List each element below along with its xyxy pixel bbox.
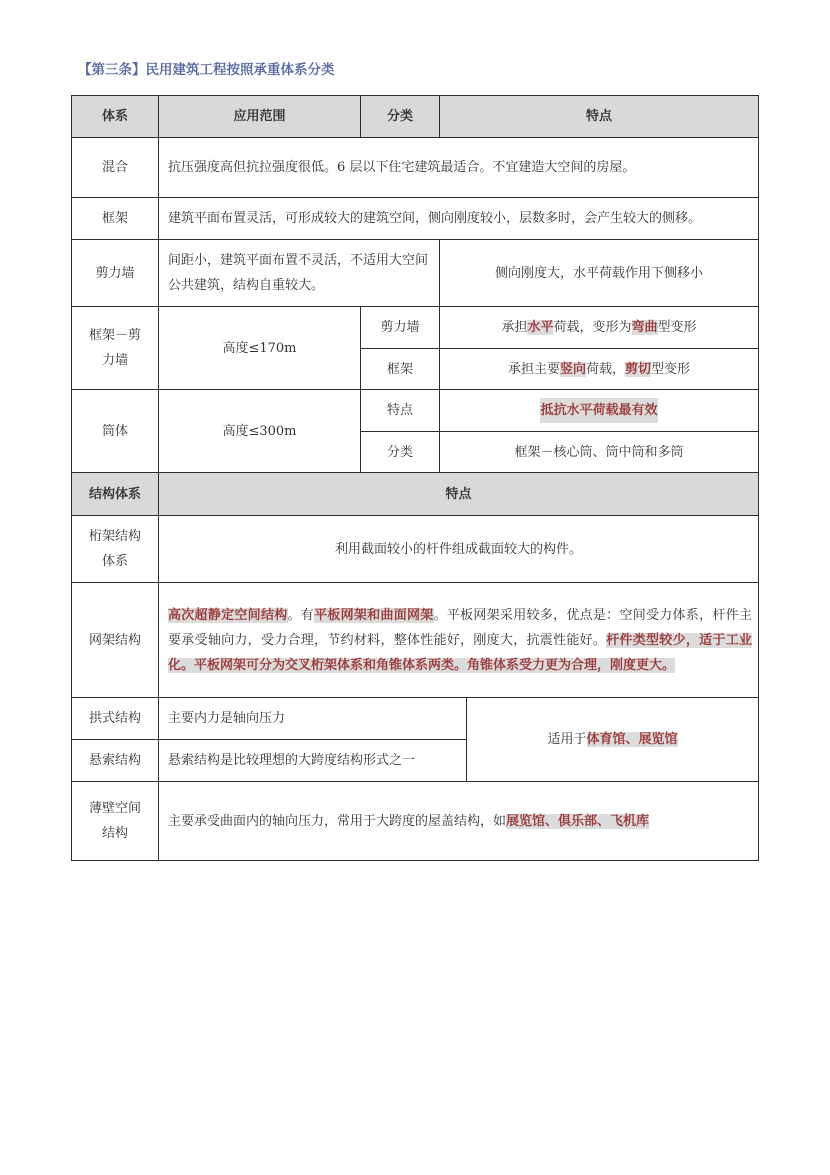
row-kjjlq-scope: 高度≤170m xyxy=(158,306,361,390)
row-xuansuo-name: 悬索结构 xyxy=(71,739,159,782)
row-kuangjia-desc: 建筑平面布置灵活，可形成较大的建筑空间，侧向刚度较小，层数多时，会产生较大的侧移。 xyxy=(158,197,759,240)
text: 承担主要 xyxy=(507,361,560,377)
row-hengjia-name: 桁架结构体系 xyxy=(71,515,159,583)
row-baobi-desc xyxy=(158,781,759,861)
row-wangjia-desc xyxy=(158,582,759,698)
row-gongshi-desc: 主要内力是轴向压力 xyxy=(158,697,467,740)
row-kjjlq-sub2-label: 框架 xyxy=(360,348,440,390)
highlight-text: 展览馆、俱乐部、飞机库 xyxy=(506,813,650,829)
row-kuangjia-name: 框架 xyxy=(71,197,159,240)
header-feature: 特点 xyxy=(439,95,759,138)
highlight-text: 弯曲 xyxy=(631,320,658,335)
highlight-text: 平板网架和曲面网架 xyxy=(314,607,434,623)
text: 型变形 xyxy=(651,361,691,377)
header-category: 分类 xyxy=(360,95,440,138)
row-jianliqiang-feature: 侧向刚度大，水平荷载作用下侧移小 xyxy=(439,239,759,307)
row-tongti-sub2-label: 分类 xyxy=(360,431,440,473)
header-system: 体系 xyxy=(71,95,159,138)
highlight-text: 水平 xyxy=(527,320,554,335)
row-baobi-name: 薄壁空间结构 xyxy=(71,781,159,861)
header-structure-system: 结构体系 xyxy=(71,472,159,516)
row-tongti-sub2-feature: 框架－核心筒、筒中筒和多筒 xyxy=(439,431,759,473)
text: 适用于 xyxy=(547,732,587,747)
header-scope: 应用范围 xyxy=(158,95,361,138)
text: 荷载，变形为 xyxy=(553,320,632,335)
row-tongti-scope: 高度≤300m xyxy=(158,389,361,473)
row-jianliqiang-scope: 间距小，建筑平面布置不灵活，不适用大空间公共建筑，结构自重较大。 xyxy=(158,239,440,307)
highlight-text: 剪切 xyxy=(625,361,652,377)
section-heading: 【第三条】民用建筑工程按照承重体系分类 xyxy=(78,62,335,78)
row-xuansuo-desc: 悬索结构是比较理想的大跨度结构形式之一 xyxy=(158,739,467,782)
row-kjjlq-sub1-feature xyxy=(439,306,759,349)
row-wangjia-name: 网架结构 xyxy=(71,582,159,698)
text: 荷载， xyxy=(585,361,625,377)
highlight-text: 竖向 xyxy=(559,361,586,377)
row-hunhe-desc: 抗压强度高但抗拉强度很低。6 层以下住宅建筑最适合。不宜建造大空间的房屋。 xyxy=(158,137,759,198)
row-arch-cable-feature xyxy=(466,697,759,782)
text: 主要承受曲面内的轴向压力，常用于大跨度的屋盖结构，如 xyxy=(168,813,507,829)
row-kjjlq-sub2-feature xyxy=(439,348,759,390)
row-tongti-sub1-label: 特点 xyxy=(360,389,440,432)
row-tongti-sub1-feature xyxy=(439,389,759,432)
row-tongti-name: 筒体 xyxy=(71,389,159,473)
text: 。有 xyxy=(287,607,315,623)
row-kjjlq-sub1-label: 剪力墙 xyxy=(360,306,440,349)
highlight-text: 杆件类型较少，适于工业化。平板网架可分为交叉桁架体系和角锥体系两类。角锥体系受力更为合理，刚度更大。 xyxy=(168,632,752,673)
row-kjjlq-name: 框架－剪力墙 xyxy=(71,306,159,390)
row-jianliqiang-name: 剪力墙 xyxy=(71,239,159,307)
text: 承担 xyxy=(501,320,528,335)
highlight-text: 体育馆、展览馆 xyxy=(586,732,678,747)
highlight-text: 高次超静定空间结构 xyxy=(168,607,288,623)
row-hengjia-desc: 利用截面较小的杆件组成截面较大的构件。 xyxy=(158,515,759,583)
header-structure-feature: 特点 xyxy=(158,472,759,516)
row-hunhe-name: 混合 xyxy=(71,137,159,198)
highlight-text: 抵抗水平荷载最有效 xyxy=(540,398,657,423)
text: 。平板网架采用较多，优点是：空间受力体系，杆件主要承受轴向力，受力合理，节约材料，整体性能好，刚度大，抗震性能好。 xyxy=(168,607,752,648)
row-gongshi-name: 拱式结构 xyxy=(71,697,159,740)
text: 型变形 xyxy=(657,320,697,335)
